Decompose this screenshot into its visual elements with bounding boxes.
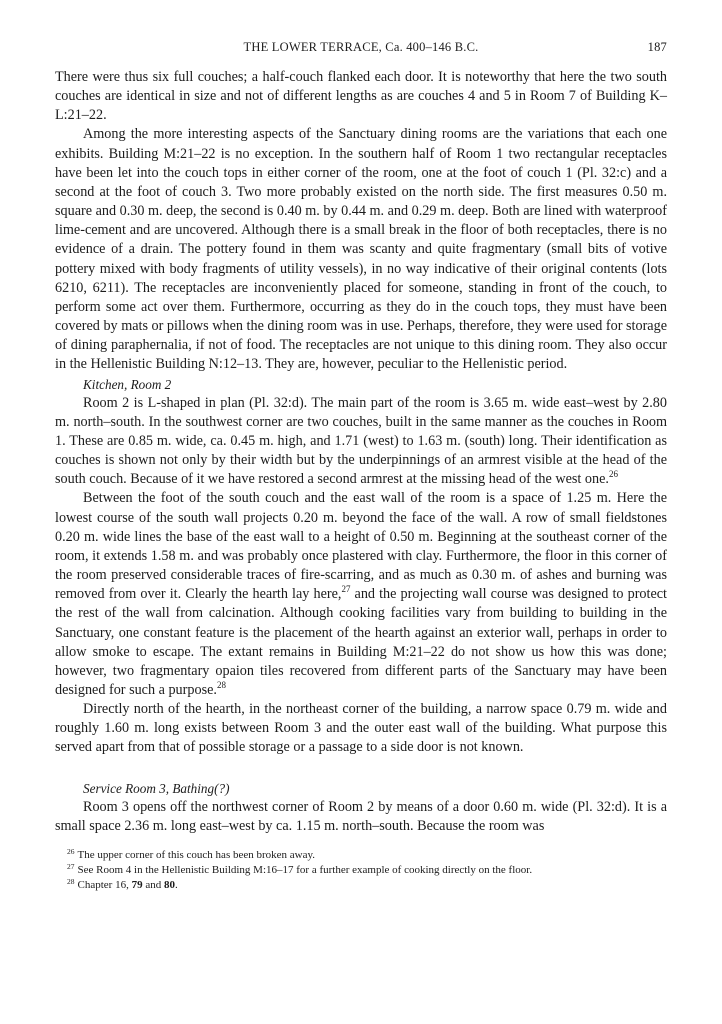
page bbox=[55, 40, 667, 893]
footnote-bold: 80 bbox=[163, 879, 175, 892]
footnote-bold: 79 bbox=[131, 879, 143, 892]
footnote-text: See Room 4 in the Hellenistic Building M:16–17 for a further example of cooking directly on the floor. bbox=[77, 864, 533, 877]
footnote-ref: 28 bbox=[216, 680, 226, 690]
footnote-ref: 26 bbox=[608, 469, 618, 480]
running-header bbox=[55, 40, 667, 68]
paragraph-text: and the projecting wall course was designed to protect the rest of the wall from calcination. Although cooking facilities vary from building to building in the Sanctuary, one constant feature is the placement of the hearth against an exterior wall, perhaps in order to allow smoke to escape. The extant remains in Building M:21–22 do not show us how this was done; however, two fragmentary opaion tiles recovered from different parts of the Sanctuary may have been designed for such a purpose. bbox=[55, 586, 667, 698]
footnote-ref: 27 bbox=[341, 584, 351, 595]
paragraph: There were thus six full couches; a half-couch flanked each door. It is noteworthy that here the two south couches are identical in size and not of different lengths as are couches 4 and 5 in Room 7 of Building K–L:21–22. bbox=[55, 69, 667, 124]
paragraph-text: Room 2 is L-shaped in plan (Pl. 32:d). The main part of the room is 3.65 m. wide east–west by 2.80 m. north–south. In the southwest corner are two couches, built in the same manner as the couches in Room 1. These are 0.85 m. wide, ca. 0.45 m. high, and 1.71 (west) to 1.63 m. (south) long. Their identification as couches is shown not only by their width but by the underpinnings of an armrest visible at the head of the south couch. Because of it we have restored a second armrest at the missing head of the west one. bbox=[55, 394, 667, 488]
footnote-text: The upper corner of this couch has been broken away. bbox=[77, 849, 316, 862]
footnote-text: Chapter 16, bbox=[77, 879, 132, 892]
footnote-text: and bbox=[142, 879, 164, 892]
paragraph: Among the more interesting aspects of the Sanctuary dining rooms are the variations that each one exhibits. Building M:21–22 is no exception. In the southern half of Room 1 two rectangular receptacles have been let into the couch tops in either corner of the room, one at the foot of couch 1 (Pl. 32:c) and a second at the foot of couch 3. Two more probably existed on the north side. The first measures 0.50 m. square and 0.30 m. deep, the second is 0.40 m. by 0.44 m. and 0.29 m. deep. Both are lined with waterproof lime-cement and are uncovered. Although there is a small break in the floor of both receptacles, there is no evidence of a drain. The pottery found in them was scanty and quite fragmentary (small bits of votive pottery mixed with body fragments of utility vessels), in no way indicative of their original contents (lots 6210, 6211). The receptacles are inconveniently placed for someone, standing in front of the couch, to perform some act over them. Furthermore, occurring as they do in the couch tops, they must have been covered by mats or pillows when the dining room was in use. Perhaps, therefore, they were used for storage of dining paraphernalia, if not of food. The receptacles are not unique to this dining room. They also occur in the Hellenistic Building N:12–13. They are, however, peculiar to the Hellenistic period. bbox=[55, 126, 667, 373]
footnote bbox=[55, 878, 667, 893]
body-text bbox=[55, 68, 667, 836]
paragraph: Directly north of the hearth, in the northeast corner of the building, a narrow space 0.79 m. wide and roughly 1.60 m. long exists between Room 3 and the outer east wall of the building. What purpose this served apart from that of possible storage or a passage to a side door is not known. bbox=[55, 701, 667, 756]
paragraph bbox=[55, 394, 667, 490]
running-title: THE LOWER TERRACE, Ca. 400–146 B.C. bbox=[243, 40, 479, 54]
paragraph-text: Between the foot of the south couch and the east wall of the room is a space of 1.25 m. Here the lowest course of the south wall projects 0.20 m. beyond the face of the wall. A row of small fieldstones 0.20 m. wide lines the base of the east wall to a height of 0.50 m. Beginning at the southeast corner of the room, it extends 1.58 m. and was probably once plastered with clay. Furthermore, the floor in this corner of the room preserved considerable traces of fire-scarring, and as much as 0.30 m. of ashes and burning was removed from over it. Clearly the hearth lay here, bbox=[55, 490, 667, 603]
footnote bbox=[55, 863, 667, 878]
footnote-number: 27 bbox=[67, 862, 75, 872]
footnote bbox=[55, 848, 667, 863]
page-number: 187 bbox=[647, 40, 667, 54]
footnotes bbox=[55, 848, 667, 893]
paragraph bbox=[55, 489, 667, 700]
footnote-number: 26 bbox=[67, 847, 75, 857]
section-heading-service-room: Service Room 3, Bathing(?) bbox=[83, 780, 230, 796]
footnote-number: 28 bbox=[67, 877, 75, 887]
section-heading-kitchen: Kitchen, Room 2 bbox=[83, 376, 172, 392]
footnote-text: . bbox=[174, 879, 178, 892]
paragraph: Room 3 opens off the northwest corner of Room 2 by means of a door 0.60 m. wide (Pl. 32:d). It is a small space 2.36 m. long east–west by ca. 1.15 m. north–south. Because the room was bbox=[55, 798, 667, 834]
